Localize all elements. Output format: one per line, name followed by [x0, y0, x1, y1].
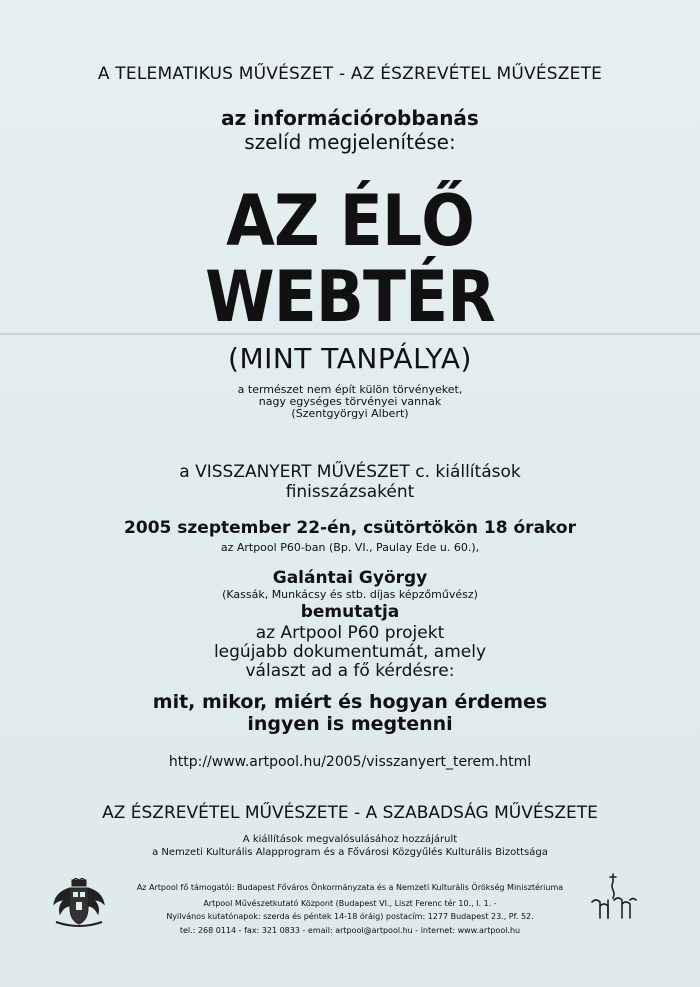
description-line-2: legújabb dokumentumát, amely — [213, 642, 487, 662]
description-line-1: az Artpool P60 projekt — [255, 623, 445, 643]
credits-line-2: Artpool Művészetkutató Központ (Budapest VI., Liszt Ferenc tér 10., I. 1. - — [203, 899, 497, 908]
exhibition-line-2: finisszázsaként — [285, 482, 415, 502]
title-line-2: WEBTÉR — [205, 256, 495, 338]
credits-line-1: Az Artpool fő támogatói: Budapest Főváros Önkormányzata és a Nemzeti Kulturális Örökség Minisztériuma — [136, 883, 564, 892]
subtitle-bold: az információrobbanás — [221, 106, 479, 130]
support-line-2: a Nemzeti Kulturális Alapprogram és a Fővárosi Közgyűlés Kulturális Bizottsága — [152, 847, 548, 858]
exhibition-line-1: a VISSZANYERT MŰVÉSZET c. kiállítások — [179, 462, 521, 482]
presenter-verb: bemutatja — [300, 602, 400, 622]
title-parenthetical: (MINT TANPÁLYA) — [228, 342, 472, 375]
event-location: az Artpool P60-ban (Bp. VI., Paulay Ede u. 60.), — [220, 541, 480, 554]
question-line-2: ingyen is megtenni — [247, 713, 453, 735]
credits-line-3: Nyilvános kutatónapok: szerda és péntek 14-18 óráig) postacím: 1277 Budapest 23., Pf. 52. — [166, 912, 534, 921]
presenter-name: Galántai György — [272, 568, 428, 588]
quote-author: (Szentgyörgyi Albert) — [291, 407, 409, 420]
quote-line-2: nagy egységes törvényei vannak — [258, 395, 442, 408]
event-date: 2005 szeptember 22-én, csütörtökön 18 órakor — [124, 518, 576, 538]
quote-line-1: a természet nem épít külön törvényeket, — [237, 383, 463, 396]
website-url: http://www.artpool.hu/2005/visszanyert_terem.html — [168, 754, 532, 770]
question-line-1: mit, mikor, miért és hogyan érdemes — [152, 691, 548, 713]
top-header: A TELEMATIKUS MŰVÉSZET - AZ ÉSZREVÉTEL MŰVÉSZETE — [97, 64, 603, 84]
description-line-3: választ ad a fő kérdésre: — [245, 661, 455, 681]
footer-header: AZ ÉSZREVÉTEL MŰVÉSZETE - A SZABADSÁG MŰVÉSZETE — [102, 803, 598, 823]
support-line-1: A kiállítások megvalósulásához hozzájárult — [242, 834, 458, 845]
subtitle-regular: szelíd megjelenítése: — [244, 130, 456, 154]
title-line-1: AZ ÉLŐ — [226, 180, 474, 262]
presenter-credentials: (Kassák, Munkácsy és stb. díjas képzőművész) — [222, 588, 478, 601]
credits-line-4: tel.: 268 0114 - fax: 321 0833 - email: artpool@artpool.hu - internet: www.artpool.hu — [179, 926, 521, 935]
budapest-coat-of-arms-logo — [46, 878, 112, 928]
artpool-logo — [588, 872, 638, 920]
